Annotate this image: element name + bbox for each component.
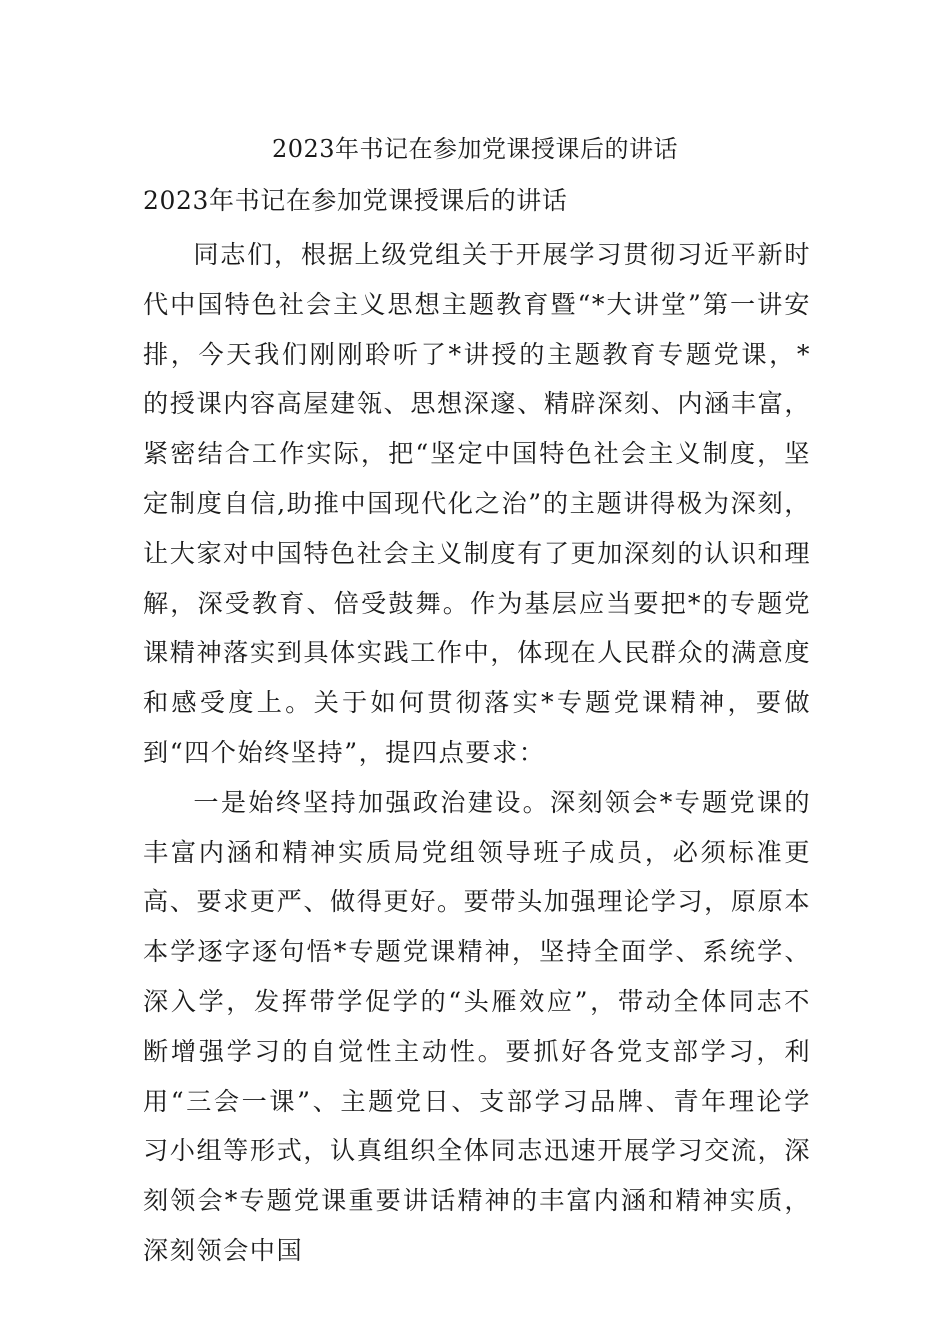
paragraph-point-one: 一是始终坚持加强政治建设。深刻领会*专题党课的丰富内涵和精神实质局党组领导班子成员，必须标准更高、要求更严、做得更好。要带头加强理论学习，原原本本学逐字逐句悟*专题党课精神，坚持全面学、系统学、深入学，发挥带学促学的“头雁效应”，带动全体同志不断增强学习的自觉性主动性。要抓好各党支部学习，利用“三会一课”、主题党日、支部学习品牌、青年理论学习小组等形式，认真组织全体同志迅速开展学习交流，深刻领会*专题党课重要讲话精神的丰富内涵和精神实质，深刻领会中国 — [143, 787, 811, 1265]
document-title: 2023年书记在参加党课授课后的讲话 — [271, 135, 679, 163]
paragraph-intro: 同志们，根据上级党组关于开展学习贯彻习近平新时代中国特色社会主义思想主题教育暨“*大讲堂”第一讲安排，今天我们刚刚聆听了*讲授的主题教育专题党课，*的授课内容高屋建瓴、思想深邃、精辟深刻、内涵丰富，紧密结合工作实际，把“坚定中国特色社会主义制度，坚定制度自信,助推中国现代化之治”的主题讲得极为深刻，让大家对中国特色社会主义制度有了更加深刻的认识和理解，深受教育、倍受鼓舞。作为基层应当要把*的专题党课精神落实到具体实践工作中，体现在人民群众的满意度和感受度上。关于如何贯彻落实*专题党课精神，要做到“四个始终坚持”，提四点要求： — [143, 240, 811, 767]
document-subtitle: 2023年书记在参加党课授课后的讲话 — [143, 186, 568, 215]
document-body — [143, 230, 811, 1276]
